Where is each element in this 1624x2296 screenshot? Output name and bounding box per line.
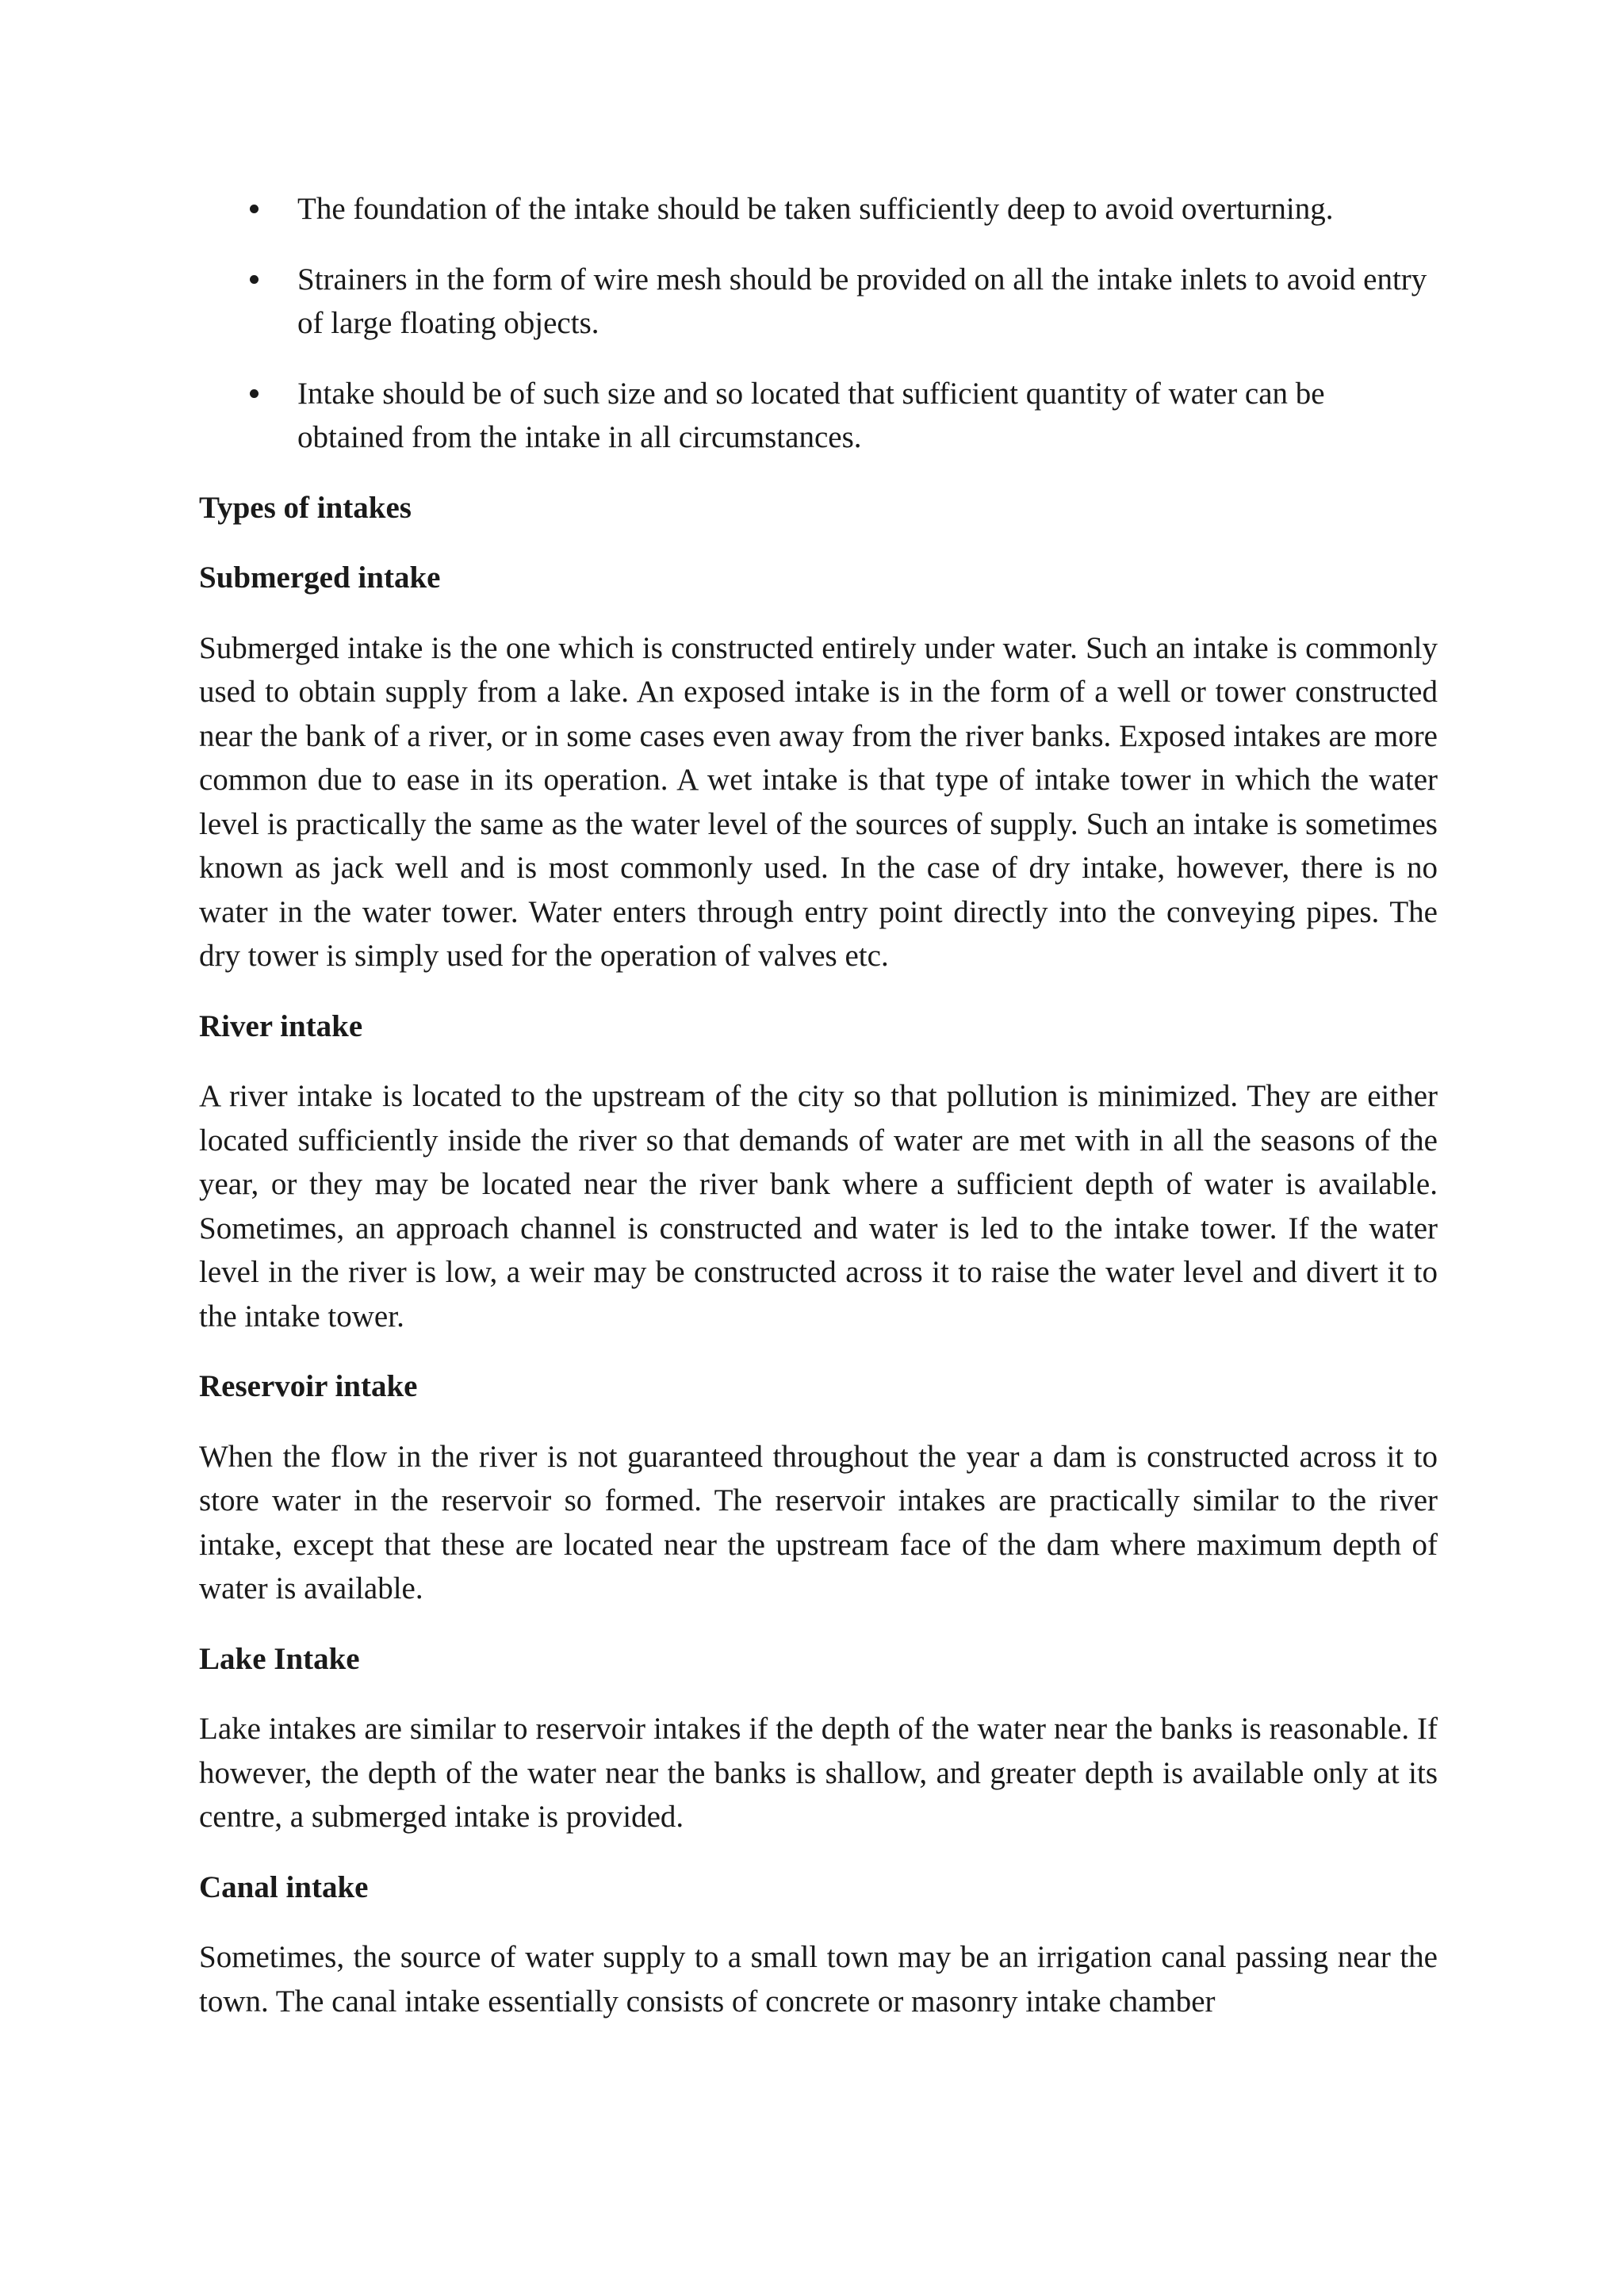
- bullet-icon: [250, 205, 259, 213]
- lake-intake-paragraph: Lake intakes are similar to reservoir intakes if the depth of the water near the banks is reasonable. If however, the depth of the water near the banks is shallow, and greater depth is available only at its centre, a submerged intake is provided.: [199, 1712, 1438, 1834]
- requirements-bullet-list: [199, 187, 1438, 460]
- types-of-intakes-heading: Types of intakes: [199, 490, 412, 525]
- submerged-intake-paragraph: Submerged intake is the one which is constructed entirely under water. Such an intake is commonly used to obtain supply from a lake. An exposed intake is in the form of a well or tower constructed near the bank of a river, or in some cases even away from the river banks. Exposed intakes are more common due to ease in its operation. A wet intake is that type of intake tower in which the water level is practically the same as the water level of the sources of supply. Such an intake is sometimes known as jack well and is most commonly used. In the case of dry intake, however, there is no water in the water tower. Water enters through entry point directly into the conveying pipes. The dry tower is simply used for the operation of valves etc.: [199, 630, 1438, 973]
- list-item: [199, 187, 1438, 232]
- reservoir-intake-heading: Reservoir intake: [199, 1369, 418, 1403]
- river-intake-paragraph: A river intake is located to the upstream of the city so that pollution is minimized. They are either located sufficiently inside the river so that demands of water are met with in all the seasons of the year, or they may be located near the river bank where a sufficient depth of water is available. Sometimes, an approach channel is constructed and water is led to the intake tower. If the water level in the river is low, a weir may be constructed across it to raise the water level and divert it to the intake tower.: [199, 1079, 1438, 1334]
- list-item: [199, 258, 1438, 346]
- submerged-intake-heading: Submerged intake: [199, 561, 441, 595]
- bullet-icon: [250, 389, 259, 398]
- lake-intake-heading: Lake Intake: [199, 1641, 360, 1676]
- canal-intake-paragraph: Sometimes, the source of water supply to a small town may be an irrigation canal passing near the town. The canal intake essentially consists of concrete or masonry intake chamber: [199, 1940, 1438, 2019]
- canal-intake-heading: Canal intake: [199, 1869, 369, 1904]
- river-intake-heading: River intake: [199, 1008, 363, 1043]
- bullet-icon: [250, 275, 259, 284]
- list-item: [199, 372, 1438, 460]
- page-content: [199, 187, 1438, 2049]
- list-item-text: Strainers in the form of wire mesh should be provided on all the intake inlets to avoid entry of large floating objects.: [297, 262, 1427, 340]
- list-item-text: The foundation of the intake should be taken sufficiently deep to avoid overturning.: [297, 192, 1334, 226]
- list-item-text: Intake should be of such size and so located that sufficient quantity of water can be obtained from the intake in all circumstances.: [297, 376, 1325, 454]
- reservoir-intake-paragraph: When the flow in the river is not guaranteed throughout the year a dam is constructed across it to store water in the reservoir so formed. The reservoir intakes are practically similar to the river intake, except that these are located near the upstream face of the dam where maximum depth of water is available.: [199, 1439, 1438, 1605]
